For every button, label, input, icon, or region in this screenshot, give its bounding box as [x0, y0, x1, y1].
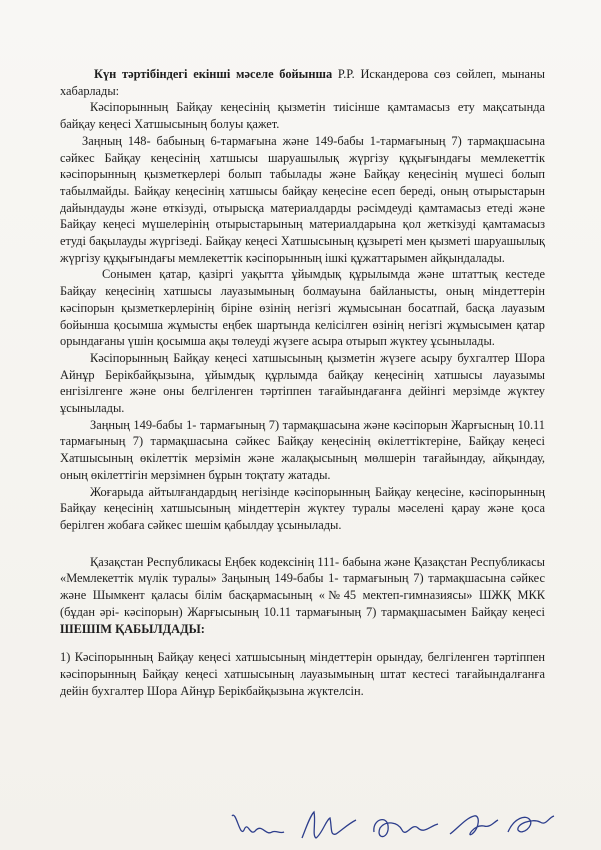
decision-text: Қазақстан Республикасы Еңбек кодексінің 111- бабына және Қазақстан Республикасы «Мемлекеттік мүлік туралы» Заңының 149-бабы 1- тармағының 7) тармақшасына сәйкес және Шымкент қаласы білім басқармасының «№45 мектеп-гимназиясы» ШЖҚ МКК (бұдан әрі- кәсіпорын) Жарғысының 10.11 тармағының 7) тармақшасымен Байқау кеңесі [60, 554, 545, 619]
signature-3 [368, 808, 442, 846]
paragraph-4: Кәсіпорынның Байқау кеңесі хатшысының қызметін жүзеге асыру бухгалтер Шора Айнұр Берікбайқызына, ұйымдық құрлымда байқау кеңесінің хатшысы лауазымы енгізілгенге және оны белгіленген тәртіппен тағайындағанға дейінгі мерзімде жүктеу ұсынылады. [60, 350, 545, 416]
signature-1 [228, 808, 288, 844]
paragraph-6: Жоғарыда айтылғандардың негізінде кәсіпорынның Байқау кеңесіне, кәсіпорынның Байқау кеңесінің хатшысының міндеттерін жүктеу туралы мәселені қарау және қоса берілген жобаға сәйкес шешім қабылдау ұсынылады. [60, 484, 545, 532]
document-body [60, 66, 545, 699]
paragraph-5: Заңның 149-бабы 1- тармағының 7) тармақшасына және кәсіпорын Жарғысның 10.11 тармағының 7) тармақшасына сәйкес Байқау кеңесінің өкілеттіктеріне, Байқау кеңесі Хатшысының өкілеттік мерзімін және жалақысының мөлшерін тағайындау, айқындау, оның өкілеттігін мерзімнен бұрын тоқтату жатады. [60, 417, 545, 482]
signature-2 [296, 808, 362, 846]
signature-5 [504, 808, 558, 842]
signature-4 [444, 808, 500, 844]
paragraph-1: Кәсіпорынның Байқау кеңесінің қызметін тиісінше қамтамасыз ету мақсатында байқау кеңесі Хатшысының болуы қажет. [60, 100, 545, 132]
agenda-heading-bold: Күн тәртібіндегі екінші мәселе бойынша [94, 67, 333, 81]
agenda-heading [60, 66, 545, 99]
paragraph-2: Заңның 148- бабының 6-тармағына және 149-бабы 1-тармағының 7) тармақшасына сәйкес Байқау кеңесінің хатшысы шаруашылық жүргізу құқығындағы мемлекеттік кәсіпорынның қызметкерлері болып табылады және Байқау кеңесінің мүшесі болып табылмайды. Байқау кеңесінің хатшысы байқау кеңесіне есеп береді, оның отырыстарын дайындауды және өткізуді, отырысқа материалдарды рәсімдеуді қамтамасыз етеді және Байқау кеңесі мүшелерінің отырыстарының материалдарына қол жеткізуді қамтамасыз етуді бақылауды жүргізеді. Байқау кеңесі Хатшысының құзыреті мен қызметі шаруашылық жүргізу құқығындағы мемлекеттік кәсіпорынның ішкі құжаттарымен айқындалады. [60, 133, 545, 265]
decision-bold: ШЕШІМ ҚАБЫЛДАДЫ: [60, 621, 205, 636]
decision-paragraph [60, 554, 545, 638]
agenda-heading-rest: Р.Р. Искандерова сөз сөйлеп, мынаны хабарлады: [60, 67, 545, 98]
resolution-item-1: 1) Кәсіпорынның Байқау кеңесі хатшысының міндеттерін орындау, белгіленген тәртіппен кәсіпорынның Байқау кеңесі хатшысының лауазымының штат кестесі тағайындалғанға дейін бухгалтер Шора Айнұр Берікбайқызына жүктелсін. [60, 650, 545, 698]
paragraph-3: Сонымен қатар, қазіргі уақытта ұйымдық құрылымда және штаттық кестеде Байқау кеңесінің хатшысы лауазымының болмауына байланысты, оның міндеттерін кәсіпорын қызметкерлерінің біріне өзінің негізгі жұмысынан босатпай, басқа лауазым бойынша қосымша жұмысты еңбек шартында келісілген өзінің негізгі жұмысымен қатар орындағаны үшін қосымша ақы төлеуді жүзеге асыра отырып жүктеу ұсынылады. [60, 267, 545, 349]
